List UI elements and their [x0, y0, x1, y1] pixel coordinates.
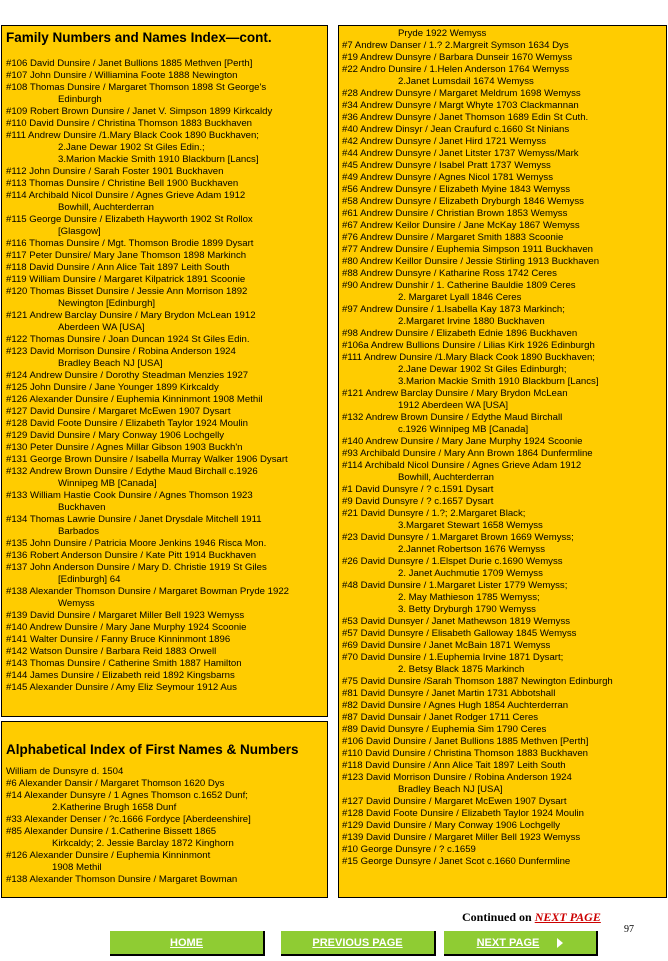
entry-text: #127 David Dunsire / Margaret McEwen 1907 Dysart — [6, 406, 231, 417]
entry-text: #93 Archibald Dunsire / Mary Ann Brown 1864 Dunfermline — [342, 448, 593, 459]
index-entry — [342, 556, 663, 580]
index-entry — [342, 64, 663, 88]
index-entry — [342, 856, 663, 868]
index-entry — [6, 790, 323, 814]
index-entry — [342, 676, 663, 688]
index-entry — [6, 778, 323, 790]
entry-continuation: 3.Marion Mackie Smith 1910 Blackburn [Lancs] — [398, 376, 599, 387]
entry-text: #10 George Dunsyre / ? c.1659 — [342, 844, 476, 855]
index-entry — [342, 760, 663, 772]
entry-text: #117 Peter Dunsire/ Mary Jane Thomson 1898 Markinch — [6, 250, 247, 261]
index-entry — [6, 238, 323, 250]
index-entry — [6, 682, 323, 694]
continued-next-link[interactable]: NEXT PAGE — [534, 910, 601, 924]
index-entry — [342, 628, 663, 640]
index-entry — [6, 118, 323, 130]
panel-title: Family Numbers and Names Index—cont. — [6, 30, 272, 45]
entry-continuation: 1908 Methil — [52, 862, 102, 873]
entry-text: #97 Andrew Dunsire / 1.Isabella Kay 1873 Markinch; — [342, 304, 565, 315]
index-entry — [342, 652, 663, 676]
index-entry — [342, 460, 663, 484]
index-entry — [6, 670, 323, 682]
entry-text: #111 Andrew Dunsire /1.Mary Black Cook 1890 Buckhaven; — [6, 130, 259, 141]
index-entry — [6, 586, 323, 610]
entry-text: #22 Andro Dunsire / 1.Helen Anderson 1764 Wemyss — [342, 64, 570, 75]
entry-list — [6, 766, 323, 886]
entry-text: #118 David Dunsire / Ann Alice Tait 1897 Leith South — [342, 760, 566, 771]
entry-text: #49 Andrew Dunsyre / Agnes Nicol 1781 Wemyss — [342, 172, 553, 183]
entry-continuation: Bradley Beach NJ [USA] — [58, 358, 163, 369]
index-entry — [342, 352, 663, 388]
entry-text: #90 Andrew Dunshir / 1. Catherine Bauldie 1809 Ceres — [342, 280, 576, 291]
entry-text: #132 Andrew Brown Dunsire / Edythe Maud Birchall c.1926 — [6, 466, 258, 477]
entry-text: #123 David Morrison Dunsire / Robina Anderson 1924 — [342, 772, 572, 783]
entry-continuation: 2.Jane Dewar 1902 St Giles Edinburgh; — [398, 364, 567, 375]
entry-continuation: 2.Katherine Brugh 1658 Dunf — [52, 802, 177, 813]
index-entry — [6, 562, 323, 586]
index-entry — [6, 538, 323, 550]
entry-text: #34 Andrew Dunsyre / Margt Whyte 1703 Clackmannan — [342, 100, 579, 111]
index-entry — [342, 172, 663, 184]
page-number: 97 — [624, 924, 634, 935]
entry-text: #136 Robert Anderson Dunsire / Kate Pitt 1914 Buckhaven — [6, 550, 257, 561]
entry-text: #48 David Dunsire / 1.Margaret Lister 1779 Wemyss; — [342, 580, 568, 591]
entry-text: #1 David Dunsyre / ? c.1591 Dysart — [342, 484, 494, 495]
entry-continuation: 2.Jannet Robertson 1676 Wemyss — [398, 544, 546, 555]
entry-text: #140 Andrew Dunsire / Mary Jane Murphy 1924 Scoonie — [6, 622, 247, 633]
index-entry — [6, 274, 323, 286]
entry-text: #23 David Dunsyre / 1.Margaret Brown 1669 Wemyss; — [342, 532, 574, 543]
index-entry — [342, 772, 663, 796]
entry-text: #142 Watson Dunsire / Barbara Reid 1883 Orwell — [6, 646, 217, 657]
index-entry — [342, 100, 663, 112]
index-entry — [342, 328, 663, 340]
entry-text: #112 John Dunsire / Sarah Foster 1901 Buckhaven — [6, 166, 224, 177]
entry-continuation: 1912 Aberdeen WA [USA] — [398, 400, 509, 411]
index-entry — [6, 370, 323, 382]
index-entry — [6, 82, 323, 106]
index-entry — [6, 310, 323, 334]
entry-continuation: 3.Margaret Stewart 1658 Wemyss — [398, 520, 543, 531]
index-entry — [6, 814, 323, 826]
entry-text: #88 Andrew Dunsyre / Katharine Ross 1742 Ceres — [342, 268, 557, 279]
entry-text: #128 David Foote Dunsire / Elizabeth Taylor 1924 Moulin — [6, 418, 248, 429]
index-entry — [342, 700, 663, 712]
index-entry — [6, 346, 323, 370]
index-entry — [342, 112, 663, 124]
index-entry — [6, 394, 323, 406]
index-entry — [6, 826, 323, 850]
entry-text: #126 Alexander Dunsire / Euphemia Kinninmont 1908 Methil — [6, 394, 263, 405]
entry-text: #70 David Dunsire / 1.Euphemia Irvine 1871 Dysart; — [342, 652, 564, 663]
index-entry — [342, 184, 663, 196]
entry-text: #36 Andrew Dunsyre / Janet Thomson 1689 Edin St Cuth. — [342, 112, 589, 123]
index-entry — [6, 646, 323, 658]
entry-text: #87 David Dunsair / Janet Rodger 1711 Ceres — [342, 712, 539, 723]
entry-text: #106a Andrew Bullions Dunsire / Lilias Kirk 1926 Edinburgh — [342, 340, 595, 351]
index-entry — [6, 178, 323, 190]
entry-text: #33 Alexander Denser / ?c.1666 Fordyce [Aberdeenshire] — [6, 814, 251, 825]
index-entry — [342, 136, 663, 148]
index-entry — [342, 280, 663, 304]
index-entry — [6, 430, 323, 442]
entry-text: #121 Andrew Barclay Dunsire / Mary Brydon McLean 1912 — [6, 310, 256, 321]
entry-continuation: Wemyss — [58, 598, 95, 609]
index-entry — [6, 454, 323, 466]
index-entry — [6, 850, 323, 874]
entry-text: #120 Thomas Bisset Dunsire / Jessie Ann Morrison 1892 — [6, 286, 248, 297]
entry-text: #109 Robert Brown Dunsire / Janet V. Simpson 1899 Kirkcaldy — [6, 106, 273, 117]
entry-text: #127 David Dunsire / Margaret McEwen 1907 Dysart — [342, 796, 567, 807]
entry-text: #108 Thomas Dunsire / Margaret Thomson 1898 St George's — [6, 82, 267, 93]
entry-text: #21 David Dunsyre / 1.?; 2.Margaret Black; — [342, 508, 526, 519]
entry-continuation: 3.Marion Mackie Smith 1910 Blackburn [Lancs] — [58, 154, 259, 165]
entry-text: #61 Andrew Dunsire / Christian Brown 1853 Wemyss — [342, 208, 568, 219]
entry-text: #125 John Dunsire / Jane Younger 1899 Kirkcaldy — [6, 382, 219, 393]
index-entry — [6, 874, 323, 886]
index-entry — [6, 58, 323, 70]
index-entry — [342, 724, 663, 736]
entry-text: #129 David Dunsire / Mary Conway 1906 Lochgelly — [6, 430, 225, 441]
index-entry — [342, 388, 663, 412]
entry-text: #121 Andrew Barclay Dunsire / Mary Brydon McLean — [342, 388, 568, 399]
entry-continuation: [Edinburgh] 64 — [58, 574, 121, 585]
index-entry — [342, 688, 663, 700]
entry-text: #44 Andrew Dunsyre / Janet Litster 1737 Wemyss/Mark — [342, 148, 579, 159]
entry-list — [6, 58, 323, 694]
entry-text: #139 David Dunsire / Margaret Miller Bell 1923 Wemyss — [6, 610, 245, 621]
entry-text: #14 Alexander Dunsyre / 1 Agnes Thomson c.1652 Dunf; — [6, 790, 248, 801]
family-numbers-panel — [1, 25, 328, 717]
previous-page-button[interactable] — [281, 931, 436, 956]
index-entry — [342, 748, 663, 760]
entry-text: #76 Andrew Dunsire / Margaret Smith 1883 Scoonie — [342, 232, 564, 243]
index-entry — [6, 406, 323, 418]
entry-continuation: Kirkcaldy; 2. Jessie Barclay 1872 Kinghorn — [52, 838, 234, 849]
entry-continuation: 2.Janet Lumsdail 1674 Wemyss — [398, 76, 534, 87]
home-button[interactable] — [110, 931, 265, 956]
index-entry — [6, 214, 323, 238]
entry-text: #113 Thomas Dunsire / Christine Bell 1900 Buckhaven — [6, 178, 239, 189]
index-entry — [6, 766, 323, 778]
index-entry — [342, 820, 663, 832]
index-entry — [6, 334, 323, 346]
entry-continuation: Aberdeen WA [USA] — [58, 322, 145, 333]
index-entry — [342, 232, 663, 244]
index-entry — [342, 220, 663, 232]
entry-text: #26 David Dunsyre / 1.Elspet Durie c.1690 Wemyss — [342, 556, 563, 567]
index-entry — [342, 40, 663, 52]
index-entry — [6, 382, 323, 394]
index-entry — [6, 622, 323, 634]
entry-text: #124 Andrew Dunsire / Dorothy Steadman Menzies 1927 — [6, 370, 249, 381]
index-entry — [6, 262, 323, 274]
entry-text: #144 James Dunsire / Elizabeth reid 1892 Kingsbarns — [6, 670, 235, 681]
entry-text: #9 David Dunsyre / ? c.1657 Dysart — [342, 496, 494, 507]
index-entry — [342, 616, 663, 628]
alphabetical-index-continued-panel — [338, 25, 667, 898]
entry-text: Pryde 1922 Wemyss — [398, 28, 487, 39]
entry-text: #77 Andrew Dunsire / Euphemia Simpson 1911 Buckhaven — [342, 244, 594, 255]
index-entry — [342, 712, 663, 724]
index-entry — [342, 832, 663, 844]
entry-text: #133 William Hastie Cook Dunsire / Agnes Thomson 1923 — [6, 490, 253, 501]
entry-continuation: 2. Margaret Lyall 1846 Ceres — [398, 292, 522, 303]
entry-text: #110 David Dunsire / Christina Thomson 1883 Buckhaven — [342, 748, 589, 759]
entry-text: #119 William Dunsire / Margaret Kilpatrick 1891 Scoonie — [6, 274, 246, 285]
index-entry — [342, 736, 663, 748]
index-entry — [6, 466, 323, 490]
entry-text: #126 Alexander Dunsire / Euphemia Kinninmont — [6, 850, 211, 861]
entry-text: #56 Andrew Dunsyre / Elizabeth Myine 1843 Wemyss — [342, 184, 571, 195]
entry-text: #131 George Brown Dunsire / Isabella Murray Walker 1906 Dysart — [6, 454, 288, 465]
index-entry — [6, 166, 323, 178]
index-entry — [6, 442, 323, 454]
entry-text: #106 David Dunsire / Janet Bullions 1885 Methven [Perth] — [342, 736, 589, 747]
entry-continuation: 3. Betty Dryburgh 1790 Wemyss — [398, 604, 536, 615]
entry-continuation: 2.Jane Dewar 1902 St Giles Edin.; — [58, 142, 205, 153]
index-entry — [6, 514, 323, 538]
continued-note — [462, 910, 622, 925]
entry-text: #140 Andrew Dunsire / Mary Jane Murphy 1924 Scoonie — [342, 436, 583, 447]
entry-text: #134 Thomas Lawrie Dunsire / Janet Drysdale Mitchell 1911 — [6, 514, 262, 525]
entry-continuation: Winnipeg MB [Canada] — [58, 478, 157, 489]
entry-continuation: 2. Janet Auchmutie 1709 Wemyss — [398, 568, 543, 579]
entry-text: #114 Archibald Nicol Dunsire / Agnes Grieve Adam 1912 — [6, 190, 246, 201]
index-entry — [342, 160, 663, 172]
index-entry — [6, 130, 323, 166]
entry-text: William de Dunsyre d. 1504 — [6, 766, 124, 777]
index-entry — [342, 496, 663, 508]
entry-text: #58 Andrew Dunsyre / Elizabeth Dryburgh 1846 Wemyss — [342, 196, 584, 207]
index-entry — [342, 88, 663, 100]
entry-text: #122 Thomas Dunsire / Joan Duncan 1924 St Giles Edin. — [6, 334, 250, 345]
entry-text: #123 David Morrison Dunsire / Robina Anderson 1924 — [6, 346, 236, 357]
entry-text: #7 Andrew Danser / 1.? 2.Margreit Symson 1634 Dys — [342, 40, 569, 51]
alphabetical-index-panel — [1, 721, 328, 898]
entry-text: #98 Andrew Dunsire / Elizabeth Ednie 1896 Buckhaven — [342, 328, 578, 339]
index-entry — [342, 148, 663, 160]
index-entry — [6, 490, 323, 514]
index-entry — [342, 796, 663, 808]
entry-continuation: Bradley Beach NJ [USA] — [398, 784, 503, 795]
entry-continuation: Bowhill, Auchterderran — [398, 472, 494, 483]
index-entry — [6, 550, 323, 562]
entry-text: #80 Andrew Keillor Dunsire / Jessie Stirling 1913 Buckhaven — [342, 256, 600, 267]
entry-text: #19 Andrew Dunsyre / Barbara Dunseir 1670 Wemyss — [342, 52, 573, 63]
entry-text: #89 David Dunsyre / Euphemia Sim 1790 Ceres — [342, 724, 547, 735]
entry-text: #107 John Dunsire / Williamina Foote 1888 Newington — [6, 70, 238, 81]
entry-text: #145 Alexander Dunsire / Amy Eliz Seymour 1912 Aus — [6, 682, 237, 693]
index-entry — [6, 250, 323, 262]
index-entry — [6, 658, 323, 670]
index-entry — [342, 256, 663, 268]
index-entry — [6, 418, 323, 430]
index-entry — [342, 208, 663, 220]
entry-text: #143 Thomas Dunsire / Catherine Smith 1887 Hamilton — [6, 658, 242, 669]
entry-text: #132 Andrew Brown Dunsire / Edythe Maud Birchall — [342, 412, 563, 423]
entry-continuation: [Glasgow] — [58, 226, 101, 237]
entry-text: #75 David Dunsire /Sarah Thomson 1887 Newington Edinburgh — [342, 676, 613, 687]
index-entry — [342, 28, 663, 40]
entry-text: #67 Andrew Keilor Dunsire / Jane McKay 1867 Wemyss — [342, 220, 580, 231]
entry-text: #42 Andrew Dunsyre / Janet Hird 1721 Wemyss — [342, 136, 547, 147]
entry-text: #116 Thomas Dunsire / Mgt. Thomson Brodie 1899 Dysart — [6, 238, 254, 249]
entry-text: #85 Alexander Dunsire / 1.Catherine Bissett 1865 — [6, 826, 217, 837]
next-page-button[interactable] — [444, 931, 598, 956]
entry-text: #137 John Anderson Dunsire / Mary D. Christie 1919 St Giles — [6, 562, 267, 573]
panel-title: Alphabetical Index of First Names & Numbers — [6, 742, 299, 757]
arrow-right-icon — [557, 938, 563, 948]
entry-text: #45 Andrew Dunsyre / Isabel Pratt 1737 Wemyss — [342, 160, 551, 171]
index-entry — [6, 286, 323, 310]
index-entry — [342, 340, 663, 352]
index-entry — [342, 268, 663, 280]
entry-continuation: Buckhaven — [58, 502, 106, 513]
index-entry — [342, 532, 663, 556]
entry-text: #28 Andrew Dunsyre / Margaret Meldrum 1698 Wemyss — [342, 88, 581, 99]
entry-text: #69 David Dunsire / Janet McBain 1871 Wemyss — [342, 640, 551, 651]
entry-continuation: 2. Betsy Black 1875 Markinch — [398, 664, 525, 675]
entry-text: #40 Andrew Dinsyr / Jean Craufurd c.1660 St Ninians — [342, 124, 570, 135]
home-button-label: HOME — [170, 936, 203, 949]
index-entry — [342, 448, 663, 460]
entry-list — [342, 28, 663, 868]
index-entry — [342, 580, 663, 616]
index-entry — [6, 634, 323, 646]
entry-text: #81 David Dunsyre / Janet Martin 1731 Abbotshall — [342, 688, 556, 699]
entry-text: #53 David Dunsyer / Janet Mathewson 1819 Wemyss — [342, 616, 571, 627]
entry-continuation: 2. May Mathieson 1785 Wemyss; — [398, 592, 540, 603]
entry-text: #135 John Dunsire / Patricia Moore Jenkins 1946 Risca Mon. — [6, 538, 267, 549]
entry-continuation: 2.Margaret Irvine 1880 Buckhaven — [398, 316, 545, 327]
next-page-button-label: NEXT PAGE — [476, 936, 540, 949]
index-entry — [6, 106, 323, 118]
entry-text: #111 Andrew Dunsire /1.Mary Black Cook 1890 Buckhaven; — [342, 352, 595, 363]
entry-continuation: c.1926 Winnipeg MB [Canada] — [398, 424, 529, 435]
entry-text: #114 Archibald Nicol Dunsire / Agnes Grieve Adam 1912 — [342, 460, 582, 471]
index-entry — [342, 436, 663, 448]
index-entry — [342, 508, 663, 532]
entry-continuation: Barbados — [58, 526, 100, 537]
entry-text: #106 David Dunsire / Janet Bullions 1885 Methven [Perth] — [6, 58, 253, 69]
index-entry — [342, 124, 663, 136]
entry-text: #115 George Dunsire / Elizabeth Hayworth 1902 St Rollox — [6, 214, 253, 225]
index-entry — [342, 244, 663, 256]
index-entry — [342, 196, 663, 208]
entry-text: #57 David Dunsyre / Elisabeth Galloway 1845 Wemyss — [342, 628, 577, 639]
index-entry — [6, 190, 323, 214]
index-entry — [342, 484, 663, 496]
entry-continuation: Bowhill, Auchterderran — [58, 202, 154, 213]
index-entry — [342, 412, 663, 436]
entry-text: #138 Alexander Thomson Dunsire / Margaret Bowman — [6, 874, 238, 885]
index-entry — [6, 610, 323, 622]
index-entry — [342, 844, 663, 856]
index-entry — [342, 52, 663, 64]
entry-text: #82 David Dunsire / Agnes Hugh 1854 Auchterderran — [342, 700, 569, 711]
entry-text: #138 Alexander Thomson Dunsire / Margaret Bowman Pryde 1922 — [6, 586, 289, 597]
index-entry — [342, 304, 663, 328]
entry-text: #128 David Foote Dunsire / Elizabeth Taylor 1924 Moulin — [342, 808, 584, 819]
entry-text: #15 George Dunsyre / Janet Scot c.1660 Dunfermline — [342, 856, 571, 867]
entry-text: #141 Walter Dunsire / Fanny Bruce Kinninmont 1896 — [6, 634, 231, 645]
entry-text: #130 Peter Dunsire / Agnes Millar Gibson 1903 Buckh'n — [6, 442, 243, 453]
previous-page-button-label: PREVIOUS PAGE — [312, 936, 403, 949]
continued-prefix: Continued on — [462, 910, 532, 924]
entry-continuation: Edinburgh — [58, 94, 102, 105]
entry-text: #110 David Dunsire / Christina Thomson 1883 Buckhaven — [6, 118, 253, 129]
entry-text: #6 Alexander Dansir / Margaret Thomson 1620 Dys — [6, 778, 225, 789]
index-entry — [6, 70, 323, 82]
entry-text: #118 David Dunsire / Ann Alice Tait 1897 Leith South — [6, 262, 230, 273]
entry-text: #139 David Dunsire / Margaret Miller Bell 1923 Wemyss — [342, 832, 581, 843]
index-entry — [342, 640, 663, 652]
index-entry — [342, 808, 663, 820]
entry-text: #129 David Dunsire / Mary Conway 1906 Lochgelly — [342, 820, 561, 831]
entry-continuation: Newington [Edinburgh] — [58, 298, 156, 309]
